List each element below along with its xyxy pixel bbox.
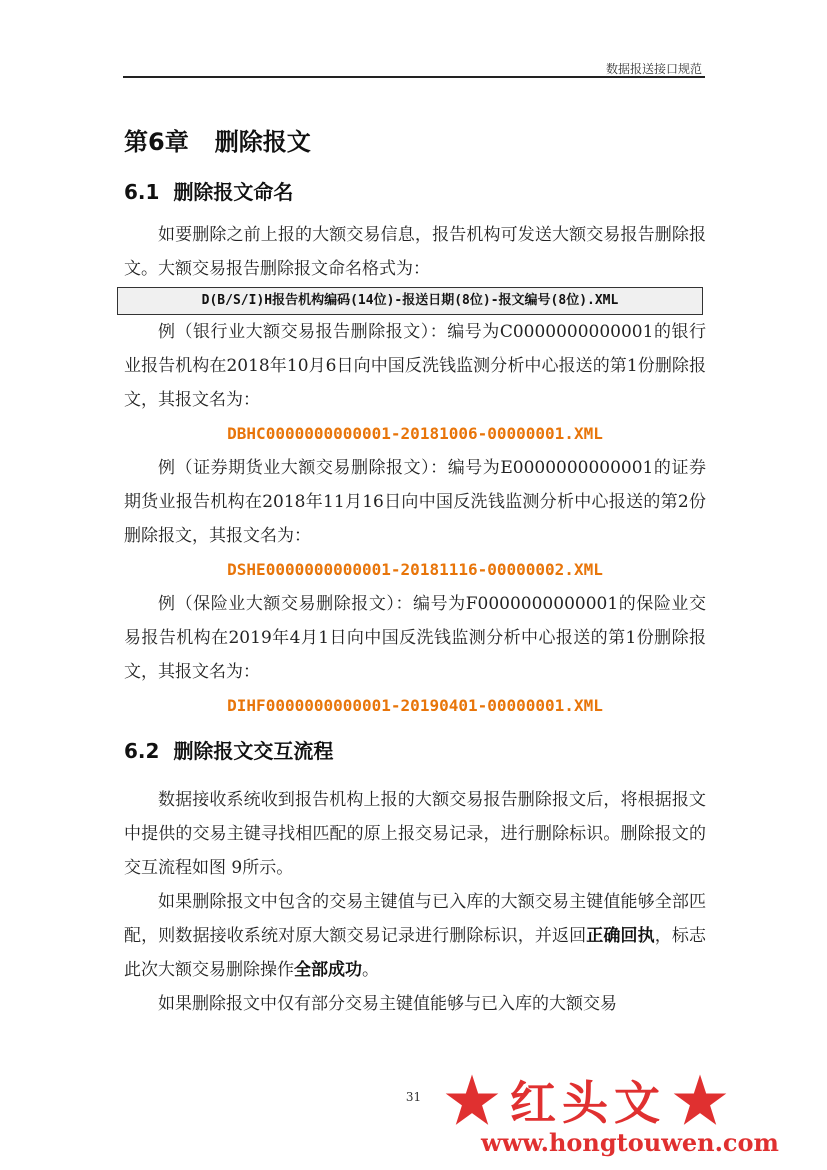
page-content bbox=[124, 110, 706, 1021]
correct-receipt-text: 正确回执 bbox=[586, 926, 655, 946]
example-paragraph-bank: 例（银行业大额交易报告删除报文）：编号为C0000000000001的银行业报告机构在2018年10月6日向中国反洗钱监测分析中心报送的第1份删除报文，其报文名为： bbox=[124, 322, 706, 410]
naming-format-box: D(B/S/I)H报告机构编码(14位)-报送日期(8位)-报文编号(8位).XML bbox=[117, 287, 703, 315]
section-number: 6.2 bbox=[124, 739, 160, 763]
process-paragraph-2: 如果删除报文中包含的交易主键值与已入库的大额交易主键值能够全部匹配，则数据接收系统对原大额交易记录进行删除标识，并返回正确回执，标志此次大额交易删除操作全部成功。 bbox=[124, 892, 707, 980]
watermark-logo bbox=[444, 1076, 728, 1130]
watermark-url: www.hongtouwen.com bbox=[481, 1128, 779, 1157]
section-title: 删除报文交互流程 bbox=[173, 739, 334, 763]
process-paragraph-3: 如果删除报文中仅有部分交易主键值能够与已入库的大额交易 bbox=[158, 994, 617, 1014]
star-icon bbox=[444, 1073, 500, 1127]
page-number: 31 bbox=[405, 1090, 422, 1104]
chapter-title: 删除报文 bbox=[214, 128, 311, 156]
section-heading-6-2 bbox=[124, 733, 706, 769]
example-filename-insurance: DIHF0000000000001-20190401-00000001.XML bbox=[227, 696, 603, 715]
section-heading-6-1 bbox=[124, 174, 706, 210]
chapter-heading bbox=[124, 122, 706, 162]
intro-paragraph: 如要删除之前上报的大额交易信息，报告机构可发送大额交易报告删除报文。大额交易报告删除报文命名格式为： bbox=[124, 225, 706, 279]
example-filename-bank: DBHC0000000000001-20181006-00000001.XML bbox=[227, 424, 603, 443]
section-number: 6.1 bbox=[124, 180, 160, 204]
all-success-text: 全部成功 bbox=[294, 960, 362, 980]
process-paragraph-1: 数据接收系统收到报告机构上报的大额交易报告删除报文后，将根据报文中提供的交易主键寻找相匹配的原上报交易记录，进行删除标识。删除报文的交互流程如图 9所示。 bbox=[124, 790, 706, 878]
chapter-number: 第6章 bbox=[124, 128, 189, 156]
example-paragraph-securities: 例（证券期货业大额交易删除报文）：编号为E0000000000001的证券期货业报告机构在2018年11月16日向中国反洗钱监测分析中心报送的第2份删除报文，其报文名为： bbox=[124, 458, 706, 546]
header-rule bbox=[123, 76, 705, 78]
watermark-text: 红头文 bbox=[510, 1076, 666, 1130]
running-header: 数据报送接口规范 bbox=[605, 62, 702, 76]
star-icon bbox=[672, 1073, 728, 1127]
example-filename-securities: DSHE0000000000001-20181116-00000002.XML bbox=[227, 560, 603, 579]
example-paragraph-insurance: 例（保险业大额交易删除报文）：编号为F0000000000001的保险业交易报告机构在2019年4月1日向中国反洗钱监测分析中心报送的第1份删除报文，其报文名为： bbox=[124, 594, 706, 682]
section-title: 删除报文命名 bbox=[173, 180, 294, 204]
